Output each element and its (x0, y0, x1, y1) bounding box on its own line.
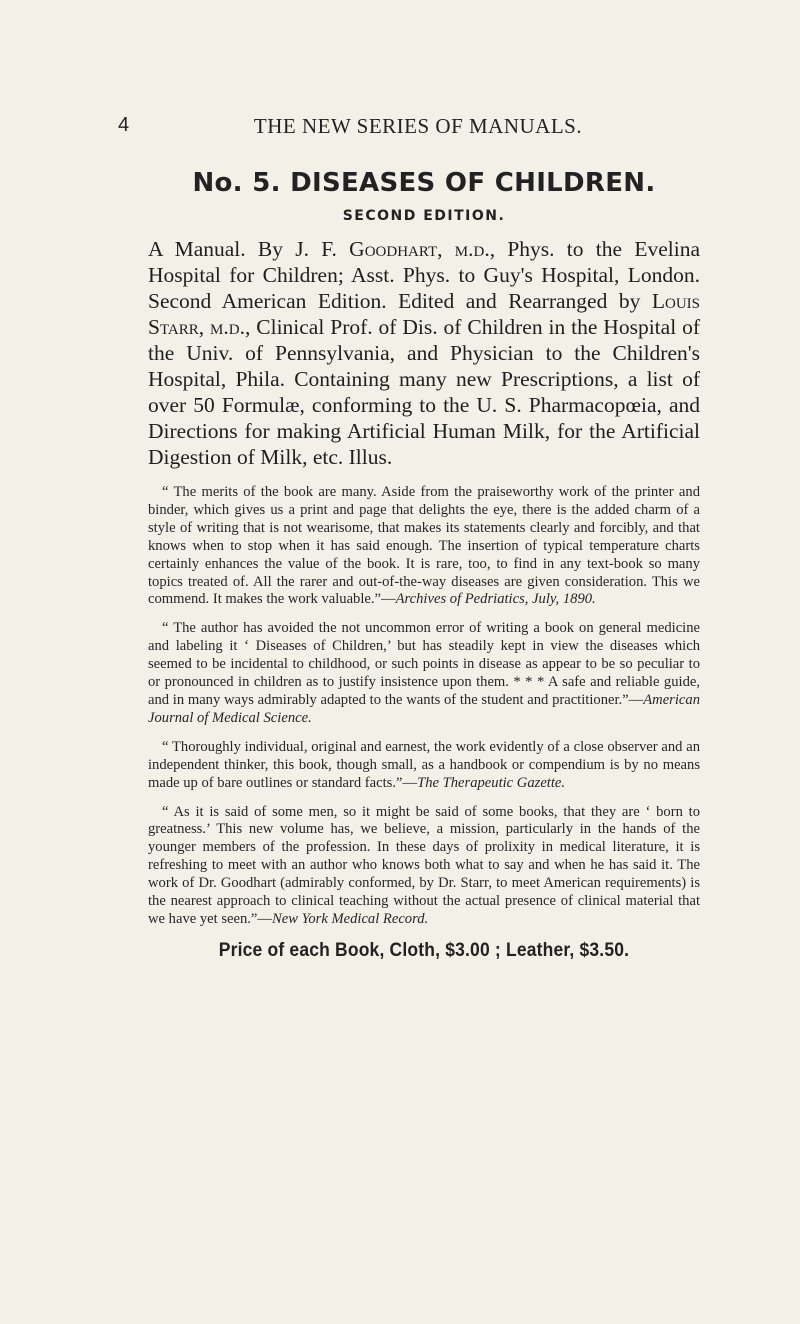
content (148, 168, 700, 962)
review-text: “ Thoroughly individual, original and earnest, the work evidently of a close observer and an independent thinker, this book, though small, as a handbook or compendium is by no means made up of bare outlines or standard facts.”— (148, 738, 700, 791)
review-quote (148, 484, 700, 609)
review-text: “ As it is said of some men, so it might be said of some books, that they are ‘ born to greatness.’ This new volume has, we believe, a mission, particularly in the hands of the younger members of the profession. In these days of prolixity in medical literature, it is refreshing to meet with an author who knows both what to say and when he has said it. The work of Dr. Goodhart (admirably conformed, by Dr. Starr, to meet American requirements) is the nearest approach to clinical teaching without the actual presence of clinical material that we have yet seen.”— (148, 803, 700, 927)
page-number: 4 (118, 114, 130, 136)
author-name: Goodhart, m.d. (349, 237, 490, 261)
review-source: Archives of Pedriatics, July, 1890. (395, 591, 596, 608)
review-quote (148, 739, 700, 793)
review-text: “ The merits of the book are many. Aside from the praiseworthy work of the printer and binder, which gives us a print and page that delights the eye, there is the added charm of a style of writing that is not wearisome, that makes its statements clearly and forcibly, and that knows when to stop when it has said enough. The insertion of typical temperature charts certainly enhances the value of the book. It is rare, too, to find in any text-book so many topics treated of. All the rarer and out-of-the-way diseases are given consideration. This we commend. It makes the work valuable.”— (148, 484, 700, 608)
book-title: No. 5. DISEASES OF CHILDREN. (192, 168, 656, 198)
editor-name: Louis Starr, m.d. (148, 289, 700, 339)
book-description (148, 236, 700, 470)
description-text: A Manual. By J. F. (148, 237, 350, 261)
review-quote (148, 620, 700, 727)
running-title: THE NEW SERIES OF MANUALS. (253, 114, 583, 138)
review-quote (148, 804, 700, 929)
review-source: The Therapeutic Gazette. (417, 774, 566, 791)
running-head (118, 114, 718, 138)
price-line: Price of each Book, Cloth, $3.00 ; Leather, $3.50. (218, 939, 630, 961)
description-text: , Clinical Prof. of Dis. of Children in the Hospital of the Univ. of Pennsylvania, and Physician to the Children's Hospital, Phila. Containing many new Prescriptions, a list of over 50 Formulæ, conforming to the U. S. Pharmacopœia, and Directions for making Artificial Human Milk, for the Artificial Digestion of Milk, etc. Illus. (148, 315, 700, 469)
review-text: “ The author has avoided the not uncommon error of writing a book on general medicine and labeling it ‘ Diseases of Children,’ but has steadily kept in view the diseases which seemed to be incidental to childhood, or such points in disease as appear to be so peculiar to or pronounced in children as to justify insistence upon them. * * * A safe and reliable guide, and in many ways admirably adapted to the wants of the student and practitioner.”— (148, 620, 700, 708)
review-source: American Journal of Medical Science. (148, 691, 700, 726)
description-text: , Phys. to the Evelina Hospital for Children; Asst. Phys. to Guy's Hospital, London. Second American Edition. Edited and Rearranged by (148, 237, 700, 313)
review-source: New York Medical Record. (272, 910, 429, 927)
edition-label: SECOND EDITION. (342, 208, 506, 224)
